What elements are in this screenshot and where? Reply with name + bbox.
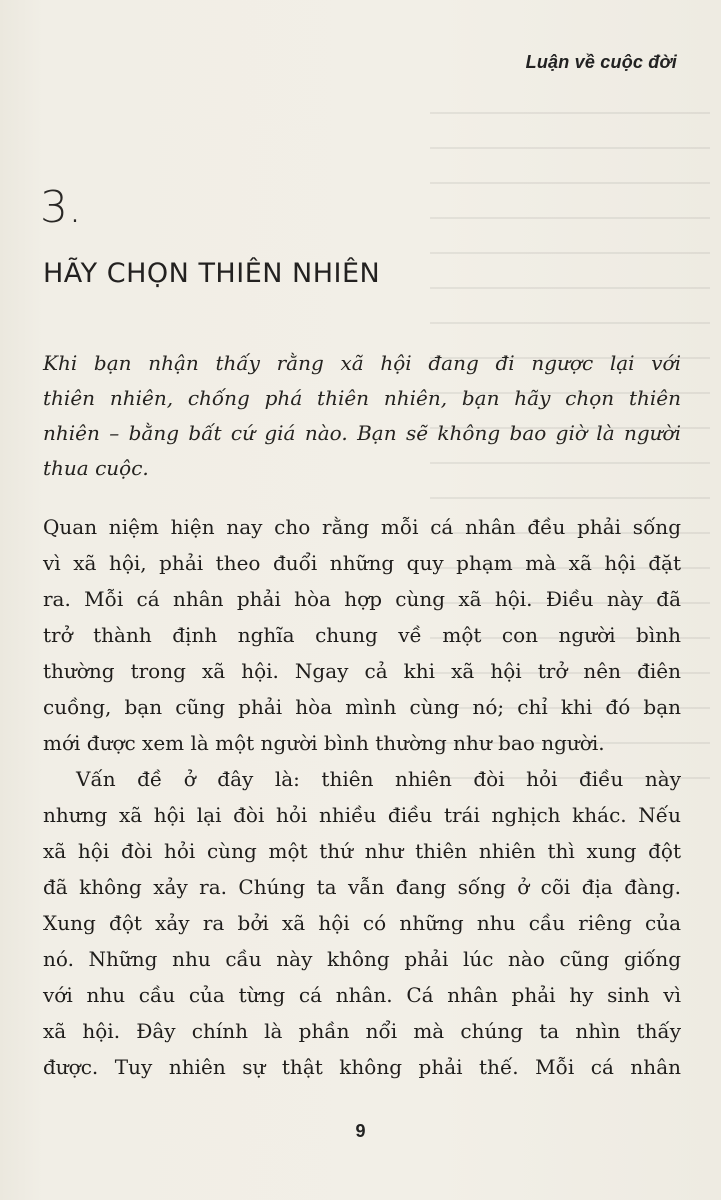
text-line: trở thành định nghĩa chung về một con người bình bbox=[43, 623, 681, 647]
epigraph-line: Khi bạn nhận thấy rằng xã hội đang đi ngược lại với bbox=[43, 351, 681, 375]
body-paragraph bbox=[43, 761, 681, 1085]
epigraph-line: nhiên – bằng bất cứ giá nào. Bạn sẽ không bao giờ là người bbox=[43, 421, 681, 445]
text-line: đã không xảy ra. Chúng ta vẫn đang sống ở cõi địa đàng. bbox=[43, 875, 681, 899]
chapter-number: 3. bbox=[40, 182, 82, 233]
running-header: Luận về cuộc đời bbox=[525, 52, 677, 72]
text-line: vì xã hội, phải theo đuổi những quy phạm mà xã hội đặt bbox=[43, 551, 681, 575]
text-line: Xung đột xảy ra bởi xã hội có những nhu cầu riêng của bbox=[43, 911, 681, 935]
text-line: mới được xem là một người bình thường như bao người. bbox=[43, 731, 605, 755]
body-paragraph bbox=[43, 509, 681, 761]
epigraph bbox=[43, 346, 681, 486]
text-line: cuồng, bạn cũng phải hòa mình cùng nó; chỉ khi đó bạn bbox=[43, 695, 681, 719]
epigraph-line: thiên nhiên, chống phá thiên nhiên, bạn hãy chọn thiên bbox=[43, 386, 681, 410]
text-line: xã hội đòi hỏi cùng một thứ như thiên nhiên thì xung đột bbox=[43, 839, 681, 863]
chapter-title: HÃY CHỌN THIÊN NHIÊN bbox=[43, 258, 381, 289]
text-line: thường trong xã hội. Ngay cả khi xã hội trở nên điên bbox=[43, 659, 681, 683]
text-line: nó. Những nhu cầu này không phải lúc nào cũng giống bbox=[43, 947, 681, 971]
text-line: xã hội. Đây chính là phần nổi mà chúng ta nhìn thấy bbox=[43, 1019, 681, 1043]
text-line: Quan niệm hiện nay cho rằng mỗi cá nhân đều phải sống bbox=[43, 515, 681, 539]
text-line: Vấn đề ở đây là: thiên nhiên đòi hỏi điều này bbox=[76, 767, 681, 791]
text-line: nhưng xã hội lại đòi hỏi nhiều điều trái nghịch khác. Nếu bbox=[43, 803, 681, 827]
text-line: được. Tuy nhiên sự thật không phải thế. Mỗi cá nhân bbox=[43, 1055, 681, 1079]
page-number: 9 bbox=[355, 1121, 366, 1141]
text-line: ra. Mỗi cá nhân phải hòa hợp cùng xã hội. Điều này đã bbox=[43, 587, 681, 611]
epigraph-line: thua cuộc. bbox=[43, 456, 149, 480]
text-line: với nhu cầu của từng cá nhân. Cá nhân phải hy sinh vì bbox=[43, 983, 681, 1007]
